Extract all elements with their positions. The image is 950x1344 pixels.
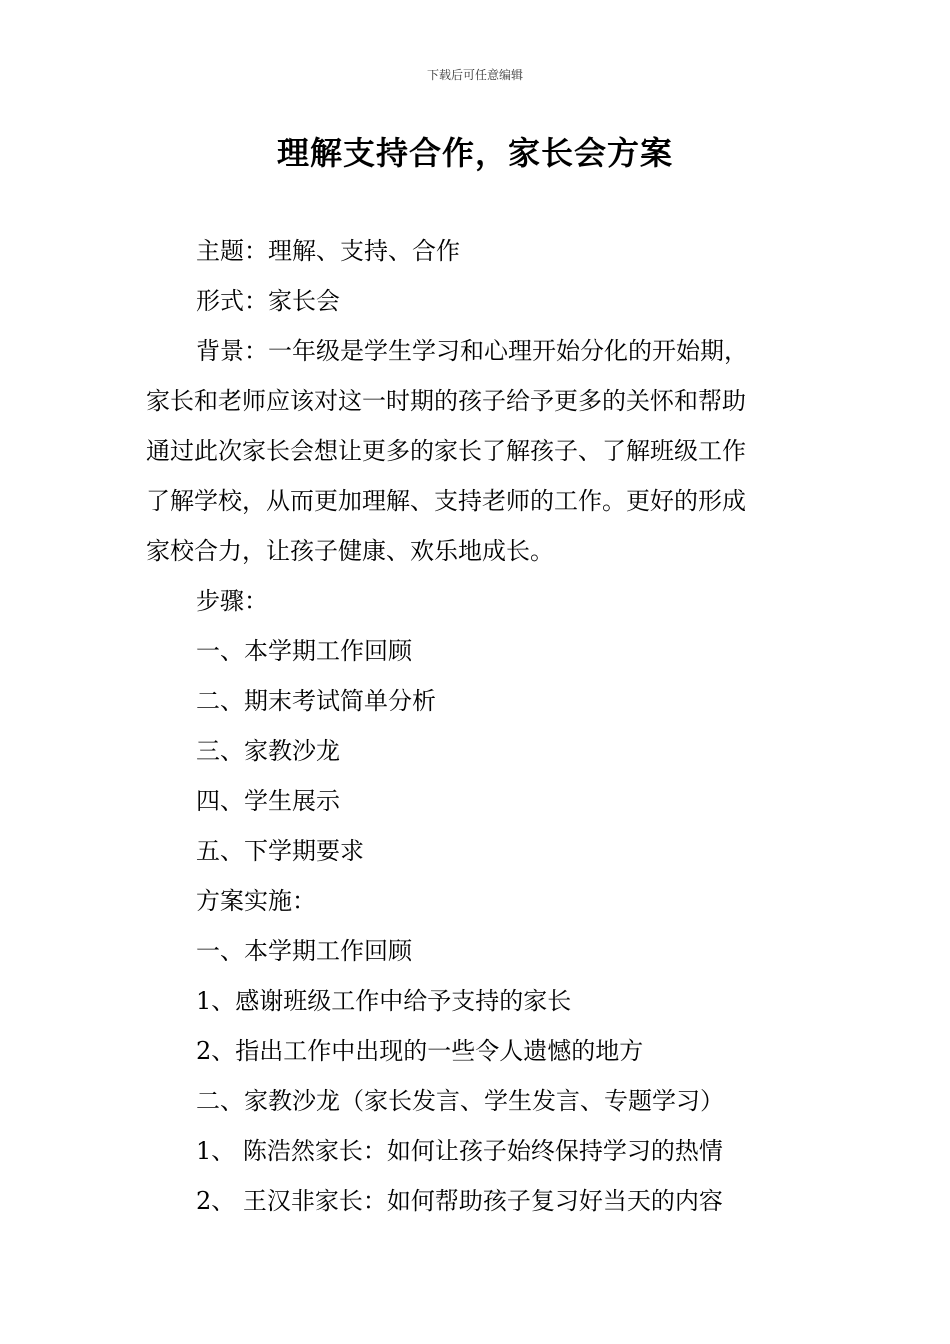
background-line: 家校合力，让孩子健康、欢乐地成长。 bbox=[146, 537, 554, 565]
implementation-item: 二、家教沙龙（家长发言、学生发言、专题学习） bbox=[196, 1087, 724, 1115]
steps-heading: 步骤： bbox=[196, 587, 268, 615]
document-title: 理解支持合作，家长会方案 bbox=[276, 134, 673, 172]
document-body bbox=[146, 226, 810, 1226]
implementation-item: 1、感谢班级工作中给予支持的家长 bbox=[196, 987, 572, 1015]
background-line: 背景：一年级是学生学习和心理开始分化的开始期， bbox=[196, 337, 748, 365]
background-line: 通过此次家长会想让更多的家长了解孩子、了解班级工作 bbox=[146, 437, 746, 465]
background-line: 家长和老师应该对这一时期的孩子给予更多的关怀和帮助 bbox=[146, 387, 746, 415]
implementation-item: 2、 王汉非家长：如何帮助孩子复习好当天的内容 bbox=[196, 1187, 723, 1215]
implementation-heading: 方案实施： bbox=[196, 887, 316, 915]
header-note: 下载后可任意编辑 bbox=[426, 68, 523, 82]
implementation-item: 一、本学期工作回顾 bbox=[196, 937, 412, 965]
implementation-item: 1、 陈浩然家长：如何让孩子始终保持学习的热情 bbox=[196, 1137, 723, 1165]
step-item: 一、本学期工作回顾 bbox=[196, 637, 412, 665]
implementation-item: 2、指出工作中出现的一些令人遗憾的地方 bbox=[196, 1037, 644, 1065]
step-item: 五、下学期要求 bbox=[196, 837, 364, 865]
step-item: 三、家教沙龙 bbox=[196, 737, 340, 765]
form-line: 形式：家长会 bbox=[196, 287, 340, 315]
step-item: 二、期末考试简单分析 bbox=[196, 687, 436, 715]
background-line: 了解学校，从而更加理解、支持老师的工作。更好的形成 bbox=[146, 487, 746, 515]
step-item: 四、学生展示 bbox=[196, 787, 340, 815]
theme-line: 主题：理解、支持、合作 bbox=[196, 237, 460, 265]
